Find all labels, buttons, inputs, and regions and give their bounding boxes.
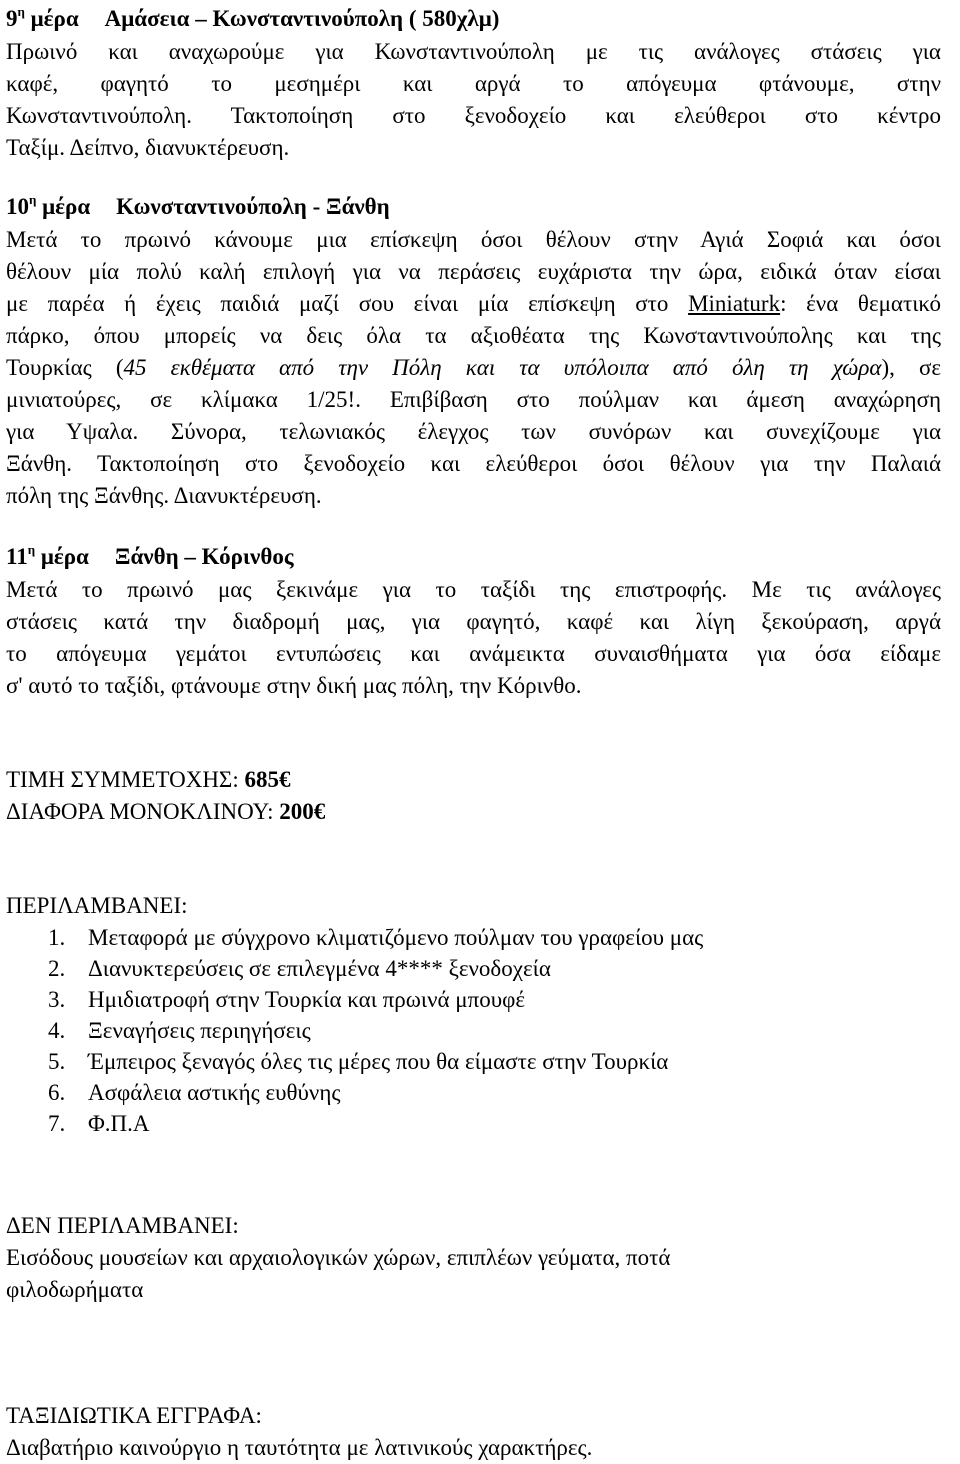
list-item — [6, 1015, 941, 1046]
list-text: Ημιδιατροφή στην Τουρκία και πρωινά μπουφέ — [88, 987, 526, 1012]
includes-section — [6, 890, 941, 1139]
list-item — [6, 1046, 941, 1077]
price-label: ΤΙΜΗ ΣΥΜΜΕΤΟΧΗΣ: — [6, 767, 245, 792]
excludes-title: ΔΕΝ ΠΕΡΙΛΑΜΒΑΝΕΙ: — [6, 1213, 239, 1238]
list-item — [6, 1108, 941, 1139]
list-item — [6, 953, 941, 984]
day-number: 9 — [6, 6, 18, 31]
list-number: 1. — [48, 925, 66, 950]
list-number: 5. — [48, 1049, 66, 1074]
day-10-heading — [6, 190, 941, 224]
includes-title: ΠΕΡΙΛΑΜΒΑΝΕΙ: — [6, 893, 188, 918]
single-room-label: ΔΙΑΦΟΡΑ ΜΟΝΟΚΛΙΝΟΥ: — [6, 799, 280, 824]
list-item — [6, 1077, 941, 1108]
single-room-line — [6, 796, 941, 828]
paragraph-line — [6, 288, 941, 320]
day-word: μέρα — [40, 544, 89, 569]
day-route: Κωνσταντινούπολη - Ξάνθη — [116, 194, 390, 219]
list-item — [6, 922, 941, 953]
price-section — [6, 764, 941, 828]
day-11-heading — [6, 540, 941, 574]
list-text: Ξεναγήσεις περιηγήσεις — [88, 1018, 311, 1043]
list-number: 7. — [48, 1111, 66, 1136]
day-11-section — [6, 540, 941, 702]
paragraph-line: Κωνσταντινούπολη. Τακτοποίηση στο ξενοδοχείο και ελεύθεροι στο κέντρο — [6, 103, 941, 128]
list-number: 6. — [48, 1080, 66, 1105]
paragraph-line: Μετά το πρωινό κάνουμε μια επίσκεψη όσοι θέλουν στην Αγιά Σοφιά και όσοι — [6, 227, 941, 252]
paragraph-line: μινιατούρες, σε κλίμακα 1/25!. Επιβίβαση στο πούλμαν και άμεση αναχώρηση — [6, 387, 941, 412]
day-number: 10 — [6, 194, 29, 219]
paragraph-line — [6, 352, 941, 384]
miniaturk-link[interactable]: Miniaturk — [688, 291, 781, 316]
price-value: 685€ — [244, 767, 291, 792]
paragraph-line: για Υψαλα. Σύνορα, τελωνιακός έλεγχος των συνόρων και συνεχίζουμε για — [6, 419, 941, 444]
list-text: Διανυκτερεύσεις σε επιλεγμένα 4**** ξενοδοχεία — [88, 956, 551, 981]
day-route: Ξάνθη – Κόρινθος — [114, 544, 294, 569]
list-text: Έμπειρος ξεναγός όλες τις μέρες που θα είμαστε στην Τουρκία — [88, 1049, 669, 1074]
day-9-heading — [6, 2, 941, 36]
paragraph-line: το απόγευμα γεμάτοι εντυπώσεις και ανάμεικτα συναισθήματα για όσα είδαμε — [6, 641, 941, 666]
single-room-value: 200€ — [279, 799, 326, 824]
paragraph-line: Διαβατήριο καινούργιο η ταυτότητα με λατινικούς χαρακτήρες. — [6, 1435, 593, 1460]
travel-docs-section — [6, 1400, 941, 1464]
list-number: 4. — [48, 1018, 66, 1043]
ordinal-suffix: η — [29, 192, 37, 207]
text-run: με παρέα ή έχεις παιδιά μαζί σου είναι μία επίσκεψη στο — [6, 291, 689, 316]
paragraph-line: σ' αυτό το ταξίδι, φτάνουμε στην δική μας πόλη, την Κόρινθο. — [6, 673, 582, 698]
ordinal-suffix: η — [17, 4, 25, 19]
text-run: Τουρκίας ( — [6, 355, 124, 380]
paragraph-line: στάσεις κατά την διαδρομή μας, για φαγητό, καφέ και λίγη ξεκούραση, αργά — [6, 609, 941, 634]
day-10-section — [6, 190, 941, 512]
excludes-section — [6, 1210, 941, 1306]
list-item — [6, 984, 941, 1015]
paragraph-line: Μετά το πρωινό μας ξεκινάμε για το ταξίδι της επιστροφής. Με τις ανάλογες — [6, 577, 941, 602]
italic-text-run: 45 εκθέματα από την Πόλη και τα υπόλοιπα από όλη τη χώρα — [123, 355, 882, 380]
list-text: Μεταφορά με σύγχρονο κλιματιζόμενο πούλμαν του γραφείου μας — [88, 925, 704, 950]
list-text: Ασφάλεια αστικής ευθύνης — [88, 1080, 341, 1105]
paragraph-line: Ξάνθη. Τακτοποίηση στο ξενοδοχείο και ελεύθεροι όσοι θέλουν για την Παλαιά — [6, 451, 941, 476]
price-line — [6, 764, 941, 796]
list-number: 3. — [48, 987, 66, 1012]
day-number: 11 — [6, 544, 28, 569]
travel-docs-title: ΤΑΞΙΔΙΩΤΙΚΑ ΕΓΓΡΑΦΑ: — [6, 1403, 262, 1428]
paragraph-line: Εισόδους μουσείων και αρχαιολογικών χώρων, επιπλέων γεύματα, ποτά — [6, 1245, 671, 1270]
day-word: μέρα — [30, 6, 79, 31]
paragraph-line: θέλουν μία πολύ καλή επιλογή για να περάσεις ευχάριστα την ώρα, ειδικά όταν είσαι — [6, 259, 941, 284]
paragraph-line: πάρκο, όπου μπορείς να δεις όλα τα αξιοθέατα της Κωνσταντινούπολης και της — [6, 323, 941, 348]
list-number: 2. — [48, 956, 66, 981]
paragraph-line: φιλοδωρήματα — [6, 1277, 144, 1302]
paragraph-line: Πρωινό και αναχωρούμε για Κωνσταντινούπολη με τις ανάλογες στάσεις για — [6, 39, 941, 64]
ordinal-suffix: η — [27, 542, 36, 557]
text-run: ), σε — [881, 355, 941, 380]
paragraph-line: πόλη της Ξάνθης. Διανυκτέρευση. — [6, 483, 322, 508]
list-text: Φ.Π.Α — [88, 1111, 150, 1136]
day-word: μέρα — [42, 194, 91, 219]
day-route: Αμάσεια – Κωνσταντινούπολη ( 580χλμ) — [104, 6, 500, 31]
paragraph-line: Ταξίμ. Δείπνο, διανυκτέρευση. — [6, 135, 290, 160]
includes-list — [6, 922, 941, 1139]
text-run: : ένα θεματικό — [780, 291, 942, 316]
paragraph-line: καφέ, φαγητό το μεσημέρι και αργά το απόγευμα φτάνουμε, στην — [6, 71, 941, 96]
day-9-section — [6, 2, 941, 164]
